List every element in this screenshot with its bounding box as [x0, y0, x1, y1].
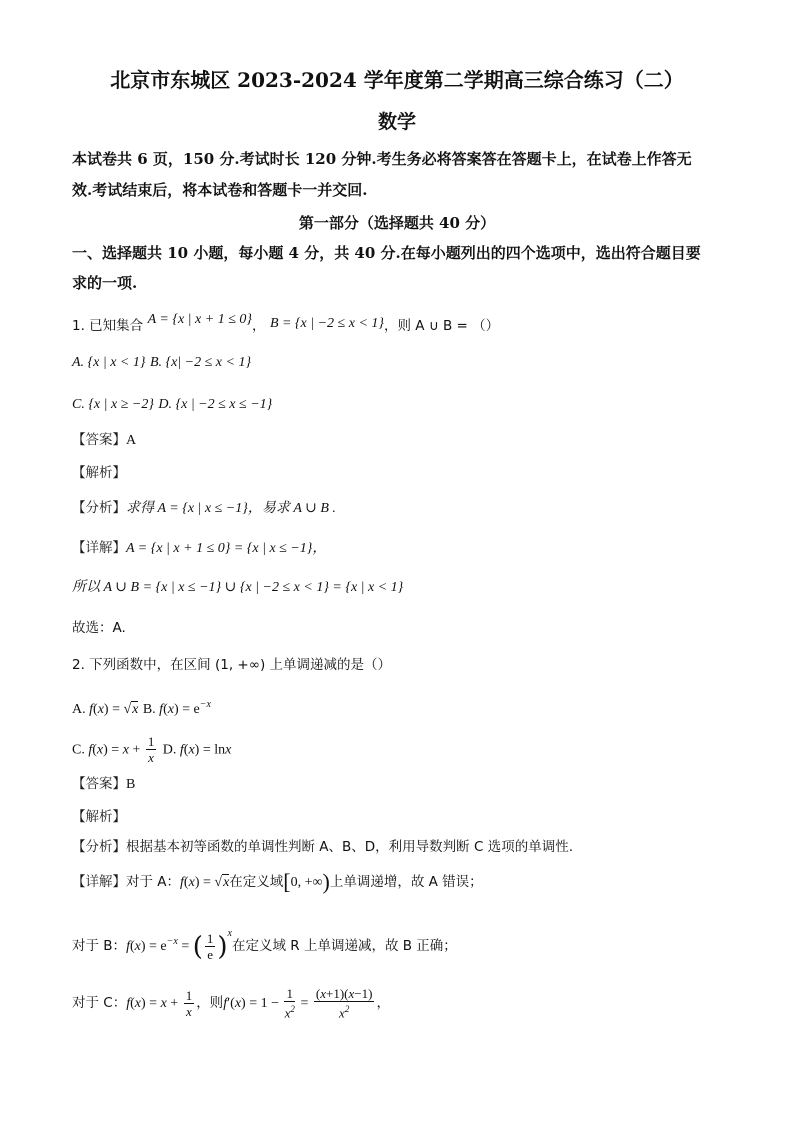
- answer-tag: 【答案】: [72, 432, 126, 448]
- part1-instruction-1: 一、选择题共 10 小题，每小题 4 分，共 40 分.在每小题列出的四个选项中，选出符合题目要: [72, 244, 701, 262]
- q1-fenxi-row: 【分析】求得 A = {x | x ≤ −1}，易求 A ∪ B .: [72, 500, 336, 516]
- subject-title: 数学: [377, 111, 416, 133]
- q2-options-ab: A. f(x) = √x B. $f(x) = e^{-x}$: [72, 699, 211, 717]
- q1-choose: 故选：A.: [72, 620, 126, 636]
- q2-answer-row: 【答案】B: [72, 776, 136, 792]
- intro-line-1: 本试卷共 6 页，150 分.考试时长 120 分钟.考生务必将答案答在答题卡上，在试卷上作答无: [72, 150, 692, 168]
- intro-line-2: 效.考试结束后，将本试卷和答题卡一并交回.: [72, 181, 368, 199]
- q1-detail-row: 【详解】A = {x | x + 1 ≤ 0} = {x | x ≤ −1}，: [72, 540, 327, 556]
- q2-answer: B: [126, 777, 136, 792]
- q2-stem: 2. 下列函数中，在区间 (1, +∞) 上单调递减的是（）: [72, 657, 392, 673]
- q1-detail-1: A = {x | x + 1 ≤ 0} = {x | x ≤ −1}，: [126, 541, 327, 556]
- part1-heading: 第一部分（选择题共 40 分）: [298, 214, 496, 232]
- q1-option-d: D. {x | −2 ≤ x ≤ −1}: [158, 397, 273, 412]
- q2-detail-c: 对于 C：f(x) = x + $\frac{1}{x}$ ，则f′(x) = 1 − $\frac{1}{x^2}$ = $\frac{(x+1)(x-1)}{x^2}$ ，: [72, 986, 390, 1021]
- q1-set-a: A = {x | x + 1 ≤ 0}: [147, 312, 252, 327]
- q1-prefix: 1. 已知集合: [72, 318, 144, 334]
- exam-title: 北京市东城区 2023-2024 学年度第二学期高三综合练习（二）: [110, 68, 684, 92]
- q2-detail-b: 对于 B：$f(x) = e^{-x}$ = ( $\frac{1}{e}$ )$^x$在定义域 R 上单调递减，故 B 正确；: [72, 928, 457, 962]
- q1-fenxi: 求得 A = {x | x ≤ −1}，易求 A ∪ B .: [126, 501, 336, 516]
- q2-detail-a: 【详解】对于 A：f(x) = √x在定义域[0, +∞)上单调递增，故 A 错误；: [72, 869, 483, 894]
- q1-analysis-tag: 【解析】: [72, 465, 126, 481]
- q1-option-c: C. {x | x ≥ −2}: [72, 397, 154, 412]
- q1-option-a: A. {x | x < 1}: [72, 355, 146, 370]
- q1-answer: A: [126, 433, 137, 448]
- q1-detail-2: 所以 A ∪ B = {x | x ≤ −1} ∪ {x | −2 ≤ x < 1} = {x | x < 1}: [72, 580, 404, 595]
- q1-option-b: B. {x| −2 ≤ x < 1}: [149, 355, 252, 370]
- q1-answer-row: [72, 430, 136, 451]
- q1-set-b: B = {x | −2 ≤ x < 1}: [269, 316, 384, 331]
- q2-fenxi-row: 【分析】根据基本初等函数的单调性判断 A、B、D，利用导数判断 C 选项的单调性.: [72, 839, 573, 855]
- q1-ask: ，则 A ∪ B = （）: [384, 318, 500, 334]
- q2-analysis-tag: 【解析】: [72, 809, 126, 825]
- part1-instruction-2: 求的一项.: [72, 274, 138, 292]
- q1-options-ab: [72, 352, 251, 373]
- q1-detail-row-2: [72, 577, 403, 598]
- q1-options-cd: [72, 394, 272, 415]
- q2-options-cd: C. f(x) = x + $\frac{1}{x}$ D. f(x) = lnx: [72, 734, 232, 765]
- q1-stem: 1. 已知集合 A = {x | x + 1 ≤ 0}， B = {x | −2 ≤ x < 1}，则 A ∪ B = （）: [72, 312, 500, 334]
- q2-fenxi: 根据基本初等函数的单调性判断 A、B、D，利用导数判断 C 选项的单调性.: [126, 839, 573, 855]
